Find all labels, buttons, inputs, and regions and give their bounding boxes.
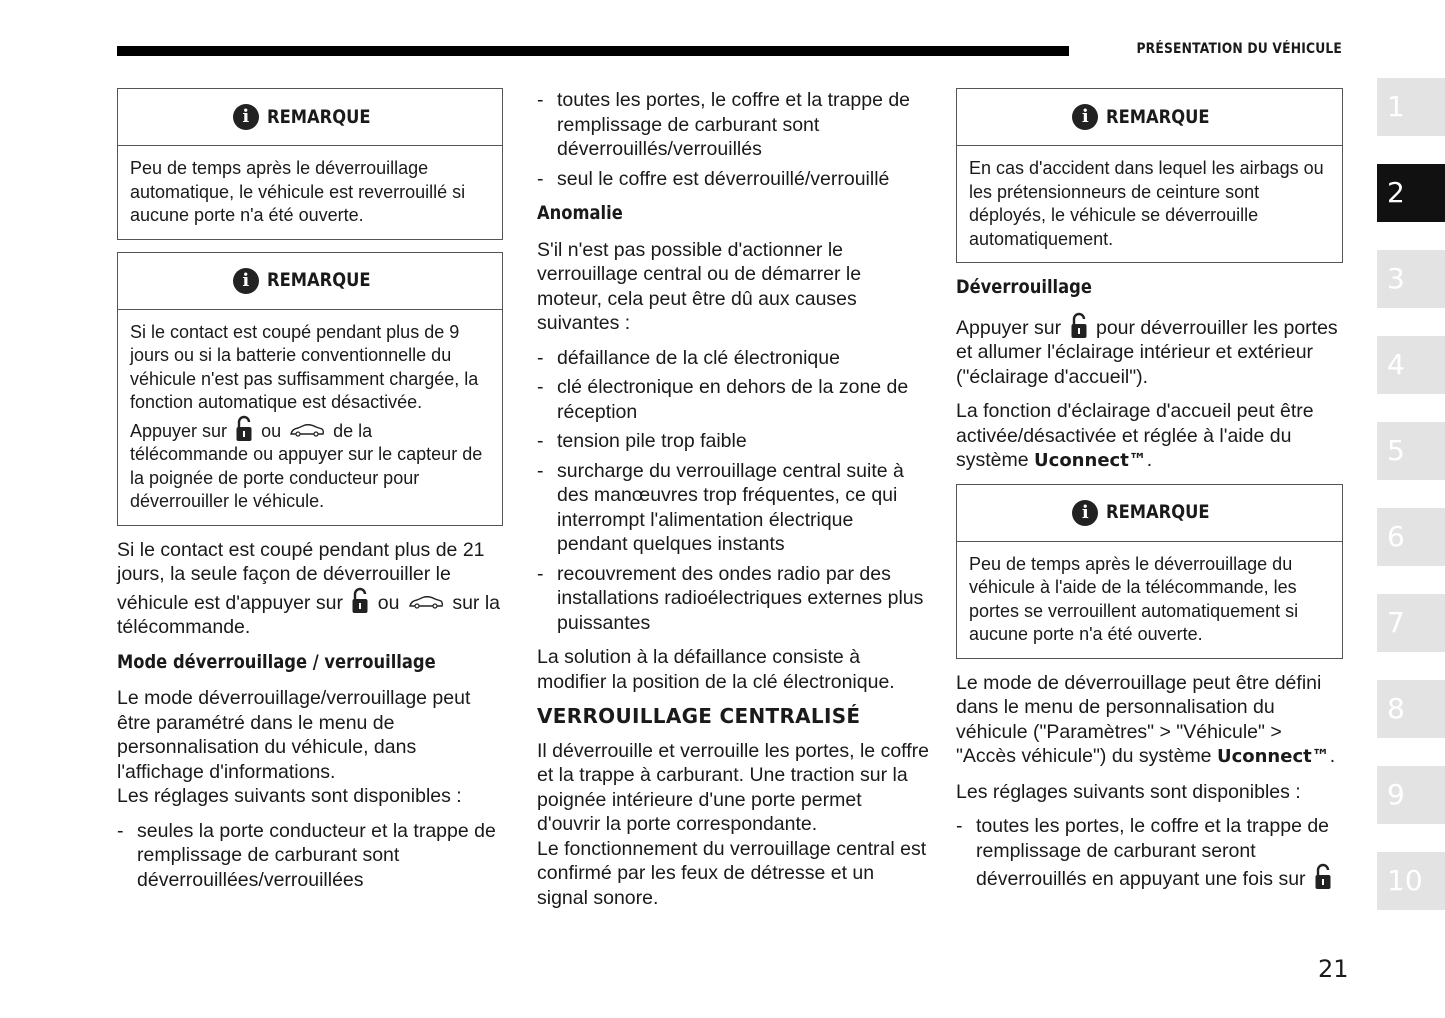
note-title: REMARQUE <box>266 105 371 128</box>
note-text-part: ou <box>261 420 282 441</box>
settings-list <box>956 814 1343 892</box>
note-text-part: Appuyer sur <box>130 420 228 441</box>
paragraph: Il déverrouille et verrouille les portes, le coffre et la trappe à carburant. Une traction sur la poignée intérieure d'une porte permet d'ouvrir la porte correspondante. <box>537 739 929 835</box>
note-title: REMARQUE <box>1106 501 1210 524</box>
note-header <box>118 89 502 146</box>
paragraph: Les réglages suivants sont disponibles : <box>956 780 1301 803</box>
paragraph: S'il n'est pas possible d'actionner le verrouillage central ou de démarrer le moteur, cela peut être dû aux causes suivantes : <box>537 238 862 334</box>
text-part: pour déverrouiller les portes et allumer l'éclairage intérieur et extérieur ("éclairage d'accueil"). <box>956 316 1338 388</box>
brand-name: Uconnect™ <box>1216 746 1330 767</box>
paragraph: Le mode déverrouillage/verrouillage peut être paramétré dans le menu de personnalisation du véhicule, dans l'affichage d'informations. <box>117 687 471 783</box>
list-item: - seules la porte conducteur et la trappe de remplissage de carburant sont déverrouillées/verrouillées <box>117 819 503 893</box>
chapter-tab-3[interactable]: 3 <box>1377 250 1445 308</box>
note-text: En cas d'accident dans lequel les airbags ou les prétensionneurs de ceinture sont déployés, le véhicule se déverrouille automatiquement. <box>969 158 1324 249</box>
list-item: - clé électronique en dehors de la zone de réception <box>537 375 929 424</box>
causes-list <box>537 346 929 636</box>
text-part: . <box>1146 449 1153 471</box>
info-icon: i <box>233 268 259 294</box>
list-item <box>956 814 1343 892</box>
settings-list <box>117 819 503 893</box>
text-part: toutes les portes, le coffre et la trappe de remplissage de carburant seront déverrouillés en appuyant une fois sur <box>976 815 1330 890</box>
car-icon <box>408 595 444 609</box>
page-number: 21 <box>1318 955 1349 983</box>
note-text: Peu de temps après le déverrouillage automatique, le véhicule est reverrouillé si aucune porte n'a été ouverte. <box>130 158 466 225</box>
note-header <box>957 485 1342 542</box>
text-part: sur la télécommande. <box>117 591 501 638</box>
note-box <box>956 88 1343 263</box>
chapter-tab-2[interactable]: 2 <box>1377 164 1445 222</box>
note-box <box>956 484 1343 659</box>
note-text-part: de la télécommande ou appuyer sur le capteur de la poignée de porte conducteur pour déverrouiller le véhicule. <box>130 420 483 511</box>
text-part: La fonction d'éclairage d'accueil peut être activée/désactivée et réglée à l'aide du système <box>956 400 1314 471</box>
info-icon: i <box>233 104 259 130</box>
chapter-tab-4[interactable]: 4 <box>1377 336 1445 394</box>
unlock-icon <box>1314 863 1332 891</box>
chapter-tab-5[interactable]: 5 <box>1377 422 1445 480</box>
note-box <box>117 252 503 526</box>
unlock-icon <box>235 415 253 443</box>
brand-name: Uconnect™ <box>1034 450 1147 471</box>
paragraph <box>956 671 1343 770</box>
settings-list <box>537 88 929 191</box>
subheading: Déverrouillage <box>956 276 1092 298</box>
paragraph: La solution à la défaillance consiste à modifier la position de la clé électronique. <box>537 646 895 693</box>
chapter-tab-9[interactable]: 9 <box>1377 766 1445 824</box>
paragraph: Les réglages suivants sont disponibles : <box>117 785 462 807</box>
text-part: Le mode de déverrouillage peut être défini dans le menu de personnalisation du véhicule ("Paramètres" > "Véhicule" > "Accès véhicule") du système <box>956 671 1322 767</box>
list-item: - surcharge du verrouillage central suite à des manœuvres trop fréquentes, ce qui interrompt l'alimentation électrique pendant quelques instants <box>537 459 929 557</box>
text-part: . <box>1329 745 1336 767</box>
paragraph <box>117 538 503 640</box>
paragraph <box>956 312 1343 390</box>
column-2 <box>537 88 929 920</box>
car-icon <box>289 423 325 437</box>
chapter-tab-7[interactable]: 7 <box>1377 594 1445 652</box>
list-item: - défaillance de la clé électronique <box>537 346 929 371</box>
column-1 <box>117 88 503 902</box>
page-header-title: PRÉSENTATION DU VÉHICULE <box>1136 41 1342 57</box>
unlock-icon <box>351 587 369 615</box>
info-icon: i <box>1072 104 1098 130</box>
paragraph: Le fonctionnement du verrouillage central est confirmé par les feux de détresse et un signal sonore. <box>537 837 927 909</box>
list-item: - seul le coffre est déverrouillé/verrouillé <box>537 167 929 192</box>
note-box <box>117 88 503 240</box>
chapter-tab-10[interactable]: 10 <box>1377 852 1445 910</box>
text-part: Si le contact est coupé pendant plus de 21 jours, la seule façon de déverrouiller le véhicule est d'appuyer sur <box>117 538 485 614</box>
list-item: - recouvrement des ondes radio par des installations radioélectriques externes plus puissantes <box>537 562 929 636</box>
subheading: Mode déverrouillage / verrouillage <box>117 650 436 673</box>
note-text: Peu de temps après le déverrouillage du véhicule à l'aide de la télécommande, les portes se verrouillent automatiquement si aucune porte n'a été ouverte. <box>969 553 1299 644</box>
header-rule <box>117 46 1069 56</box>
chapter-tab-1[interactable]: 1 <box>1377 78 1445 136</box>
unlock-icon <box>1070 312 1088 340</box>
list-item: - tension pile trop faible <box>537 429 929 454</box>
note-header <box>957 89 1342 146</box>
subheading: Anomalie <box>537 202 623 224</box>
column-3 <box>956 88 1343 902</box>
paragraph <box>956 399 1343 474</box>
note-title: REMARQUE <box>266 269 371 292</box>
section-heading: VERROUILLAGE CENTRALISÉ <box>537 704 861 728</box>
text-part: ou <box>377 591 400 614</box>
note-text <box>118 310 502 525</box>
note-header <box>118 253 502 310</box>
note-title: REMARQUE <box>1106 105 1210 128</box>
info-icon: i <box>1072 500 1098 526</box>
chapter-tab-8[interactable]: 8 <box>1377 680 1445 738</box>
list-item: - toutes les portes, le coffre et la trappe de remplissage de carburant sont déverrouillés/verrouillés <box>537 88 929 162</box>
note-text-part: Si le contact est coupé pendant plus de 9 jours ou si la batterie conventionnelle du véhicule n'est pas suffisamment chargée, la fonction automatique est désactivée. <box>130 321 479 412</box>
chapter-tab-6[interactable]: 6 <box>1377 508 1445 566</box>
text-part: Appuyer sur <box>956 316 1062 339</box>
